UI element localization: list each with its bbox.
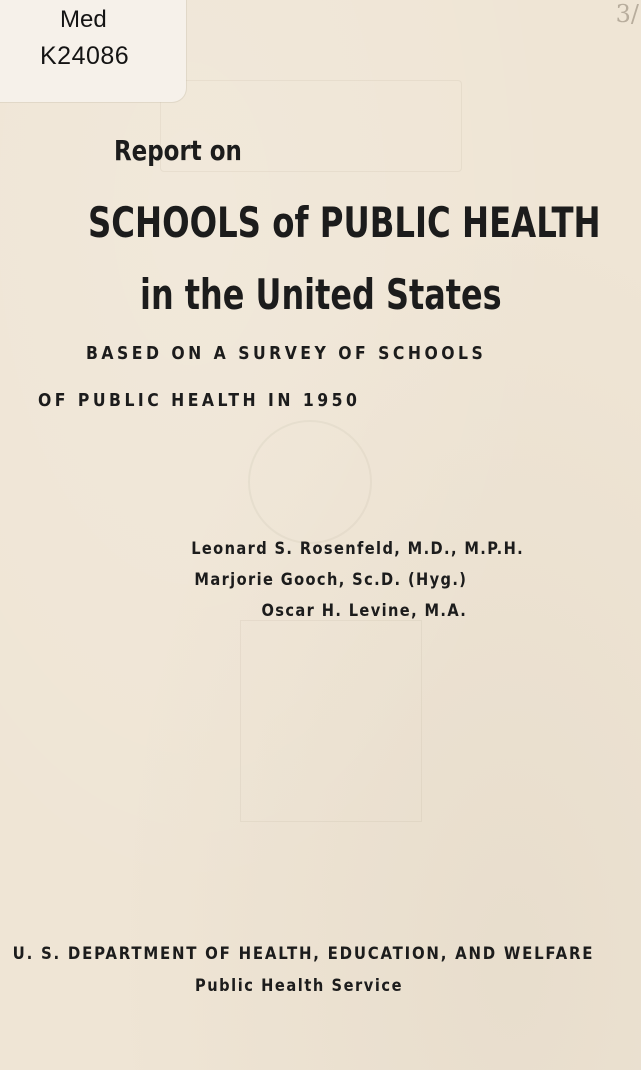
handwritten-corner-mark: 3/ bbox=[615, 0, 639, 28]
subtitle-line-1: BASED ON A SURVEY OF SCHOOLS bbox=[86, 343, 487, 364]
title-line-2: in the United States bbox=[140, 270, 502, 319]
call-number-prefix: Med bbox=[60, 6, 107, 33]
bleed-through-box bbox=[240, 620, 422, 822]
subtitle-line-2: OF PUBLIC HEALTH IN 1950 bbox=[38, 390, 361, 411]
publisher-department: U. S. DEPARTMENT OF HEALTH, EDUCATION, AND WELFARE bbox=[12, 944, 594, 964]
bleed-through-seal bbox=[248, 420, 372, 544]
author: Marjorie Gooch, Sc.D. (Hyg.) bbox=[194, 570, 467, 590]
author-list bbox=[137, 534, 525, 627]
call-number: K24086 bbox=[40, 42, 130, 70]
publisher-service: Public Health Service bbox=[195, 976, 404, 996]
library-call-number-label bbox=[0, 0, 186, 102]
author: Oscar H. Levine, M.A. bbox=[261, 601, 467, 621]
author: Leonard S. Rosenfeld, M.D., M.P.H. bbox=[191, 539, 525, 559]
report-intro: Report on bbox=[114, 134, 242, 167]
title-line-1: SCHOOLS of PUBLIC HEALTH bbox=[88, 198, 601, 247]
